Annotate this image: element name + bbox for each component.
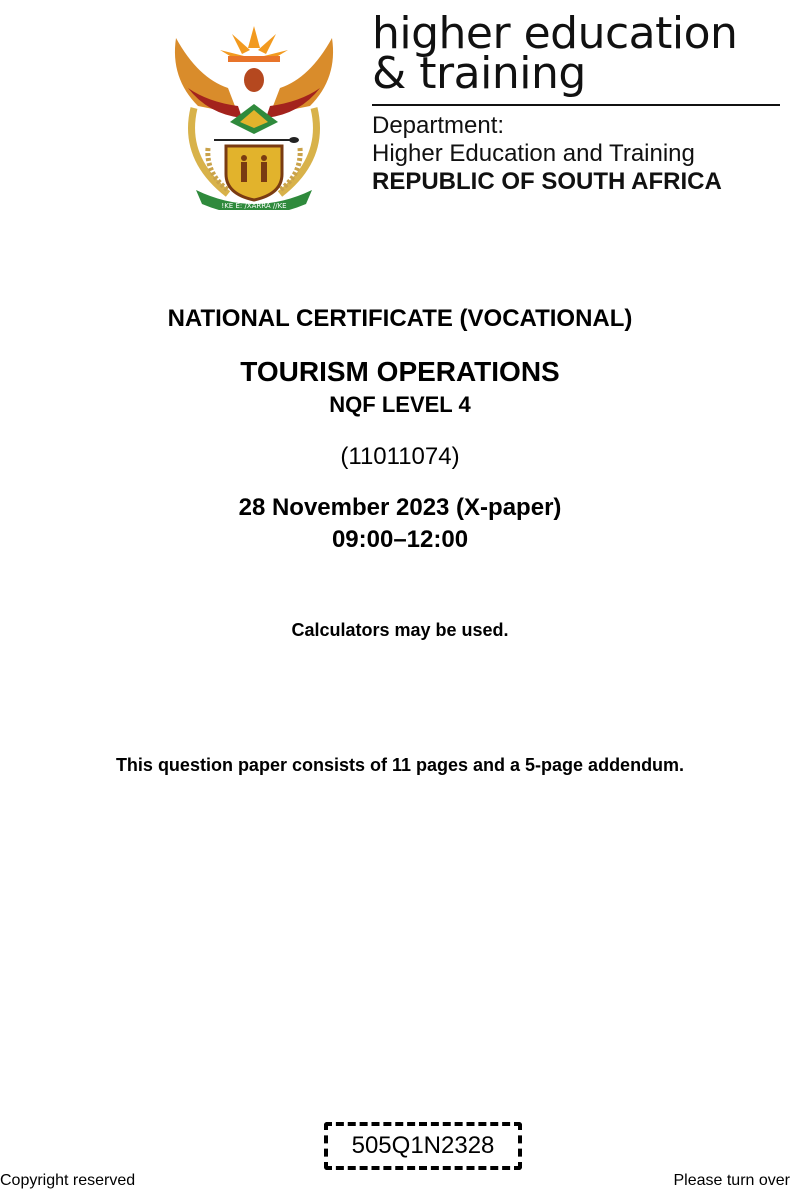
subject-code: (11011074) — [340, 443, 460, 470]
country-name: REPUBLIC OF SOUTH AFRICA — [372, 168, 722, 195]
page-count-info: This question paper consists of 11 pages and a 5-page addendum. — [115, 755, 685, 775]
subject-title: TOURISM OPERATIONS — [240, 356, 560, 387]
department-name: Higher Education and Training — [372, 140, 695, 167]
turn-over-notice: Please turn over — [673, 1172, 790, 1189]
brand-line-1: higher education — [372, 8, 738, 59]
paper-code-box: 505Q1N2328 — [324, 1122, 522, 1170]
exam-date: 28 November 2023 (X-paper) — [238, 494, 562, 521]
department-label: Department: — [372, 112, 505, 139]
certificate-title: NATIONAL CERTIFICATE (VOCATIONAL) — [167, 305, 633, 332]
coat-of-arms-logo — [168, 18, 340, 210]
department-brand — [372, 8, 784, 196]
motto-text: !KE E: /XARRA //KE — [221, 202, 287, 210]
brand-divider — [372, 104, 780, 106]
copyright-notice: Copyright reserved — [0, 1172, 136, 1189]
exam-time: 09:00–12:00 — [331, 526, 469, 553]
nqf-level: NQF LEVEL 4 — [329, 392, 471, 417]
brand-line-2: & training — [372, 48, 586, 99]
calculator-instruction: Calculators may be used. — [291, 620, 509, 640]
